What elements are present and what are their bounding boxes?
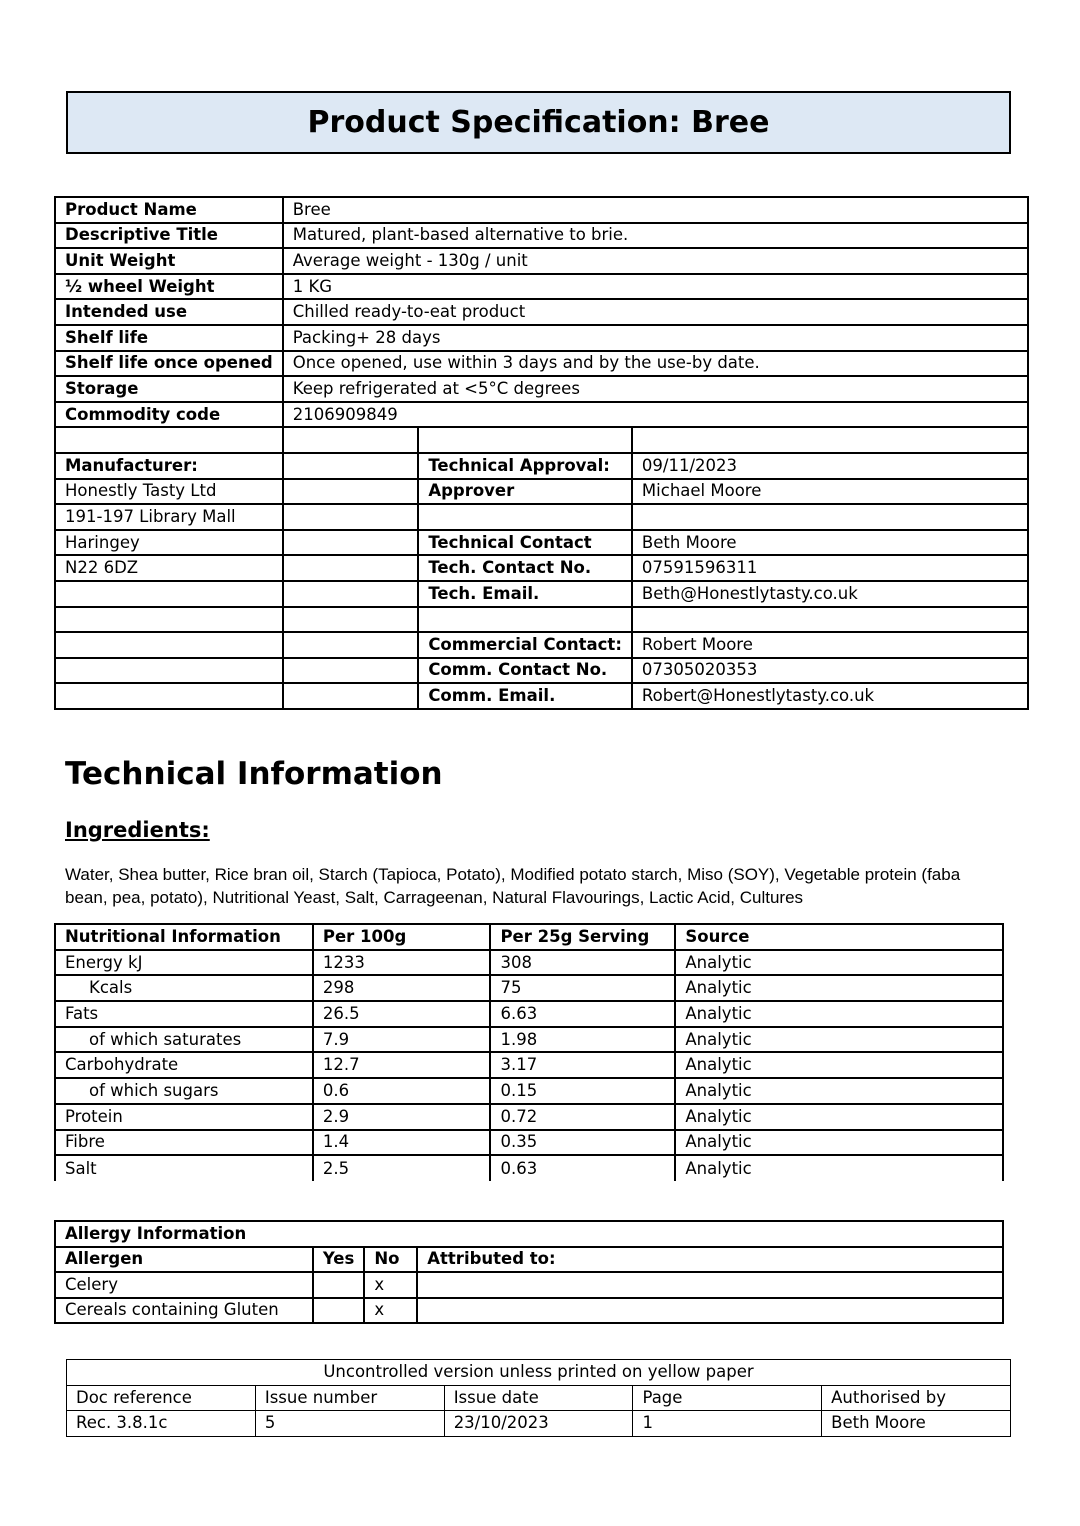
source: Analytic [675, 1104, 1003, 1130]
source: Analytic [675, 1130, 1003, 1156]
allergen-yes [313, 1298, 364, 1324]
column-header: Allergen [55, 1247, 313, 1273]
contact-row [55, 658, 1028, 684]
source: Analytic [675, 950, 1003, 976]
column-header: Nutritional Information [55, 924, 313, 950]
spec-value: Chilled ready-to-eat product [283, 299, 1028, 325]
allergy-header-row [55, 1247, 1003, 1273]
approver-value: Michael Moore [632, 479, 1028, 505]
allergen-name: Cereals containing Gluten [55, 1298, 313, 1324]
technical-information-heading: Technical Information [65, 756, 443, 792]
contact-row [55, 683, 1028, 709]
spec-value: Keep refrigerated at <5°C degrees [283, 376, 1028, 402]
nutrient-name: Salt [55, 1155, 313, 1181]
document-control-table [66, 1359, 1011, 1437]
source: Analytic [675, 1078, 1003, 1104]
per-100g: 0.6 [313, 1078, 491, 1104]
per-100g: 26.5 [313, 1001, 491, 1027]
manufacturer-address-line: N22 6DZ [55, 555, 283, 581]
allergen-attributed [417, 1272, 1003, 1298]
column-header: Issue date [444, 1385, 633, 1411]
spec-label: Shelf life once opened [55, 351, 283, 377]
nutrition-table [54, 923, 1004, 1181]
column-header: Issue number [255, 1385, 444, 1411]
spec-row [55, 376, 1028, 402]
nutrient-name: Energy kJ [55, 950, 313, 976]
spec-label: Commodity code [55, 402, 283, 428]
table-row [55, 1052, 1003, 1078]
technical-approval-value: 09/11/2023 [632, 453, 1028, 479]
per-100g: 12.7 [313, 1052, 491, 1078]
table-row [55, 1298, 1003, 1324]
spec-value: Bree [283, 197, 1028, 223]
page-title: Product Specification: Bree [66, 91, 1011, 154]
footer-notice-row [67, 1360, 1011, 1386]
per-serving: 0.15 [490, 1078, 675, 1104]
spacer-row [55, 427, 1028, 453]
page-number: 1 [633, 1411, 822, 1437]
comm-contact-no-value: 07305020353 [632, 658, 1028, 684]
allergen-no: x [364, 1272, 417, 1298]
column-header: No [364, 1247, 417, 1273]
column-header: Yes [313, 1247, 364, 1273]
spec-row [55, 402, 1028, 428]
tech-email-label: Tech. Email. [418, 581, 632, 607]
spec-row [55, 299, 1028, 325]
technical-contact-label: Technical Contact [418, 530, 632, 556]
issue-number: 5 [255, 1411, 444, 1437]
ingredients-heading: Ingredients: [65, 818, 210, 842]
spec-value: 1 KG [283, 274, 1028, 300]
nutrient-name: Carbohydrate [55, 1052, 313, 1078]
per-100g: 298 [313, 975, 491, 1001]
product-spec-table [54, 196, 1029, 710]
source: Analytic [675, 1001, 1003, 1027]
tech-contact-no-label: Tech. Contact No. [418, 555, 632, 581]
source: Analytic [675, 1052, 1003, 1078]
contact-row [55, 453, 1028, 479]
per-serving: 0.63 [490, 1155, 675, 1181]
spec-row [55, 274, 1028, 300]
manufacturer-label: Manufacturer: [55, 453, 283, 479]
table-row [55, 1001, 1003, 1027]
contact-row [55, 581, 1028, 607]
nutrient-name: of which saturates [55, 1027, 313, 1053]
table-row [55, 1130, 1003, 1156]
spec-row [55, 197, 1028, 223]
nutrient-name: Kcals [55, 975, 313, 1001]
allergen-name: Celery [55, 1272, 313, 1298]
footer-header-row [67, 1385, 1011, 1411]
spec-row [55, 223, 1028, 249]
spacer-row [55, 607, 1028, 633]
nutrient-name: Fats [55, 1001, 313, 1027]
per-serving: 0.35 [490, 1130, 675, 1156]
footer-values-row [67, 1411, 1011, 1437]
comm-contact-no-label: Comm. Contact No. [418, 658, 632, 684]
spec-row [55, 248, 1028, 274]
table-row [55, 950, 1003, 976]
spec-label: Unit Weight [55, 248, 283, 274]
per-serving: 3.17 [490, 1052, 675, 1078]
spec-row [55, 351, 1028, 377]
allergy-title-row [55, 1221, 1003, 1247]
column-header: Authorised by [822, 1385, 1011, 1411]
nutrition-header-row [55, 924, 1003, 950]
spec-value: Packing+ 28 days [283, 325, 1028, 351]
source: Analytic [675, 1155, 1003, 1181]
per-100g: 7.9 [313, 1027, 491, 1053]
doc-reference: Rec. 3.8.1c [67, 1411, 256, 1437]
nutrient-name: of which sugars [55, 1078, 313, 1104]
per-serving: 75 [490, 975, 675, 1001]
per-100g: 2.5 [313, 1155, 491, 1181]
per-100g: 2.9 [313, 1104, 491, 1130]
spec-label: Shelf life [55, 325, 283, 351]
spec-label: Product Name [55, 197, 283, 223]
column-header: Page [633, 1385, 822, 1411]
allergy-title: Allergy Information [55, 1221, 1003, 1247]
column-header: Source [675, 924, 1003, 950]
table-row [55, 1155, 1003, 1181]
per-serving: 0.72 [490, 1104, 675, 1130]
tech-email-value: Beth@Honestlytasty.co.uk [632, 581, 1028, 607]
column-header: Per 100g [313, 924, 491, 950]
column-header: Attributed to: [417, 1247, 1003, 1273]
tech-contact-no-value: 07591596311 [632, 555, 1028, 581]
table-row [55, 1078, 1003, 1104]
table-row [55, 975, 1003, 1001]
contact-row [55, 530, 1028, 556]
manufacturer-address-line: 191-197 Library Mall [55, 504, 283, 530]
contact-row [55, 479, 1028, 505]
allergy-table [54, 1220, 1004, 1324]
source: Analytic [675, 1027, 1003, 1053]
commercial-contact-label: Commercial Contact: [418, 632, 632, 658]
technical-contact-value: Beth Moore [632, 530, 1028, 556]
comm-email-value: Robert@Honestlytasty.co.uk [632, 683, 1028, 709]
footer-notice: Uncontrolled version unless printed on yellow paper [67, 1360, 1011, 1386]
ingredients-text: Water, Shea butter, Rice bran oil, Starch (Tapioca, Potato), Modified potato starch, Miso (SOY), Vegetable protein (faba bean, pea, potato), Nutritional Yeast, Salt, Carrageenan, Natural Flavourings, Lactic Acid, Cultures [65, 865, 961, 907]
contact-row [55, 555, 1028, 581]
manufacturer-address-line: Honestly Tasty Ltd [55, 479, 283, 505]
technical-approval-label: Technical Approval: [418, 453, 632, 479]
column-header: Doc reference [67, 1385, 256, 1411]
commercial-contact-value: Robert Moore [632, 632, 1028, 658]
spec-label: ½ wheel Weight [55, 274, 283, 300]
allergen-attributed [417, 1298, 1003, 1324]
contact-row [55, 632, 1028, 658]
nutrient-name: Protein [55, 1104, 313, 1130]
table-row [55, 1104, 1003, 1130]
spec-label: Storage [55, 376, 283, 402]
source: Analytic [675, 975, 1003, 1001]
per-serving: 1.98 [490, 1027, 675, 1053]
spec-row [55, 325, 1028, 351]
approver-label: Approver [418, 479, 632, 505]
per-serving: 6.63 [490, 1001, 675, 1027]
table-row [55, 1027, 1003, 1053]
per-serving: 308 [490, 950, 675, 976]
spec-label: Intended use [55, 299, 283, 325]
spec-value: Average weight - 130g / unit [283, 248, 1028, 274]
spec-value: Matured, plant-based alternative to brie. [283, 223, 1028, 249]
nutrient-name: Fibre [55, 1130, 313, 1156]
table-row [55, 1272, 1003, 1298]
column-header: Per 25g Serving [490, 924, 675, 950]
per-100g: 1233 [313, 950, 491, 976]
spec-value: Once opened, use within 3 days and by the use-by date. [283, 351, 1028, 377]
per-100g: 1.4 [313, 1130, 491, 1156]
issue-date: 23/10/2023 [444, 1411, 633, 1437]
authorised-by: Beth Moore [822, 1411, 1011, 1437]
allergen-no: x [364, 1298, 417, 1324]
allergen-yes [313, 1272, 364, 1298]
comm-email-label: Comm. Email. [418, 683, 632, 709]
spec-label: Descriptive Title [55, 223, 283, 249]
spec-value: 2106909849 [283, 402, 1028, 428]
manufacturer-address-line: Haringey [55, 530, 283, 556]
contact-row [55, 504, 1028, 530]
